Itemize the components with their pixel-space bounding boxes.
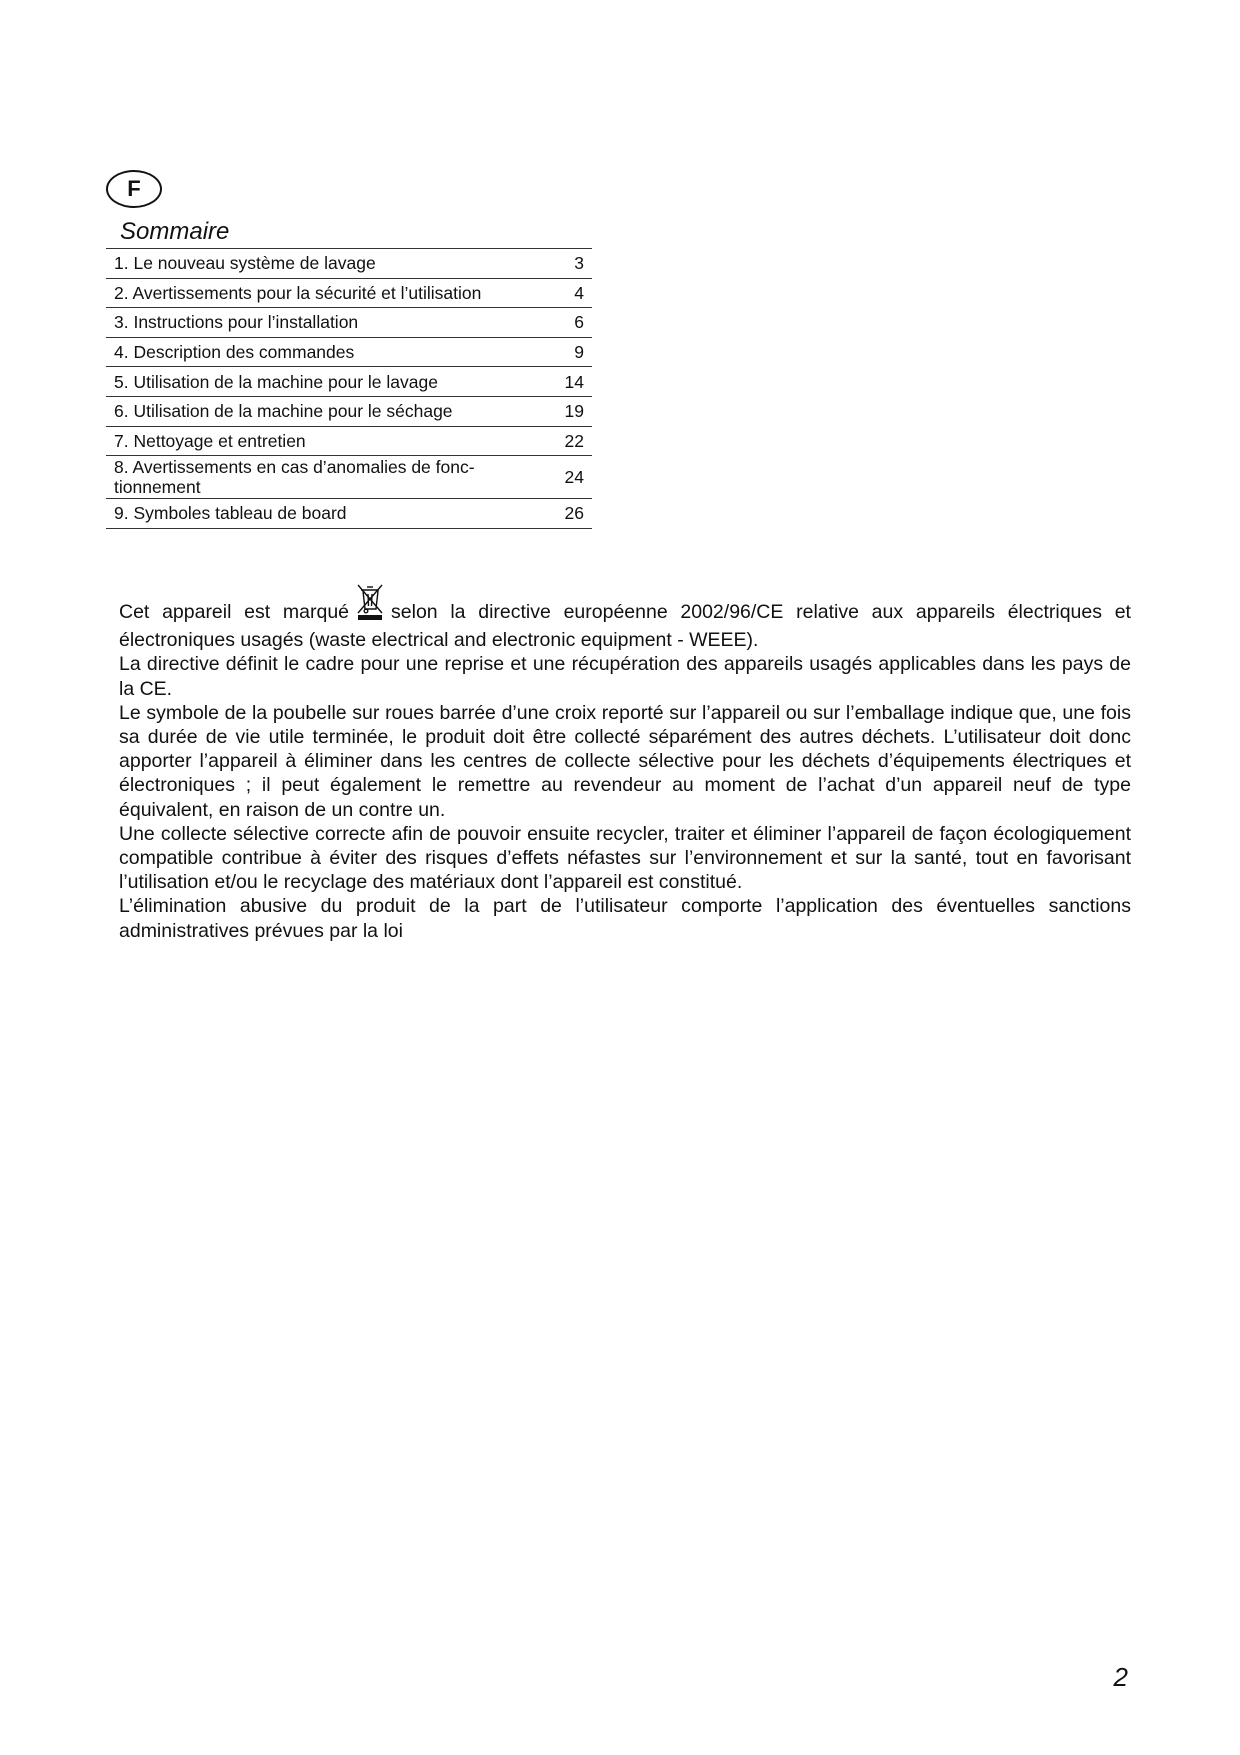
toc-row[interactable] — [106, 278, 592, 308]
toc-table — [106, 248, 592, 529]
toc-row[interactable] — [106, 426, 592, 456]
toc-entry-page: 9 — [536, 337, 592, 367]
page-number: 2 — [1113, 1662, 1128, 1692]
toc-row[interactable] — [106, 396, 592, 426]
toc-row[interactable] — [106, 367, 592, 397]
toc-entry-label: 2. Avertissements pour la sécurité et l’utilisation — [106, 278, 536, 308]
toc-title: Sommaire — [120, 218, 230, 245]
toc-entry-page: 24 — [536, 456, 592, 499]
toc-entry-label: 6. Utilisation de la machine pour le séchage — [106, 396, 536, 426]
toc-row[interactable] — [106, 456, 592, 499]
toc-entry-page: 3 — [536, 249, 592, 279]
toc-entry-label: 9. Symboles tableau de board — [106, 499, 536, 529]
toc-entry-page: 4 — [536, 278, 592, 308]
toc-entry-label: 3. Instructions pour l’installation — [106, 308, 536, 338]
toc-row[interactable] — [106, 249, 592, 279]
toc-entry-page: 6 — [536, 308, 592, 338]
weee-intro-before: Cet appareil est marqué — [119, 601, 350, 623]
toc-entry-page: 19 — [536, 396, 592, 426]
toc-row[interactable] — [106, 499, 592, 529]
toc-entry-label-line1: 8. Avertissements en cas d’anomalies de fonc- — [114, 457, 475, 478]
toc-row[interactable] — [106, 308, 592, 338]
toc-entry-label — [106, 456, 536, 499]
toc-entry-label: 4. Description des commandes — [106, 337, 536, 367]
weee-paragraph: L’élimination abusive du produit de la part de l’utilisateur comporte l’application des éventuelles sanctions administratives prévues par la loi — [119, 895, 1131, 942]
weee-paragraph: Le symbole de la poubelle sur roues barrée d’une croix reporté sur l’appareil ou sur l’emballage indique que, une fois sa durée de vie utile terminée, le produit doit être collecté séparément des autres déchets. L’utilisateur doit donc apporter l’appareil à éliminer dans les centres de collecte sélective pour les déchets d’équipements électriques et électroniques ; il peut également le remettre au revendeur au moment de l’achat d’un appareil neuf de type équivalent, en raison de un contre un. — [119, 701, 1131, 821]
crossed-wheeled-bin-icon — [355, 582, 385, 628]
toc-entry-label: 5. Utilisation de la machine pour le lavage — [106, 367, 536, 397]
toc-row[interactable] — [106, 337, 592, 367]
toc-entry-page: 26 — [536, 499, 592, 529]
table-of-contents — [106, 216, 592, 529]
weee-intro-paragraph — [119, 582, 1131, 652]
toc-entry-label: 1. Le nouveau système de lavage — [106, 249, 536, 279]
weee-paragraph: Une collecte sélective correcte afin de pouvoir ensuite recycler, traiter et éliminer l’appareil de façon écologiquement compatible contribue à éviter des risques d’effets néfastes sur l’environnement et sur la santé, tout en favorisant l’utilisation et/ou le recyclage des matériaux dont l’appareil est constitué. — [119, 822, 1131, 894]
weee-intro-after: selon la directive européenne 2002/96/CE relative aux appareils électriques et électroniques usagés (waste electrical and electronic equipment - WEEE). — [119, 601, 1131, 652]
toc-entry-page: 22 — [536, 426, 592, 456]
language-badge: F — [106, 170, 162, 208]
toc-entry-label-line2: tionnement — [114, 477, 201, 498]
weee-notice — [119, 582, 1131, 943]
toc-entry-page: 14 — [536, 367, 592, 397]
toc-entry-label: 7. Nettoyage et entretien — [106, 426, 536, 456]
weee-paragraph: La directive définit le cadre pour une reprise et une récupération des appareils usagés applicables dans les pays de la CE. — [119, 653, 1131, 700]
